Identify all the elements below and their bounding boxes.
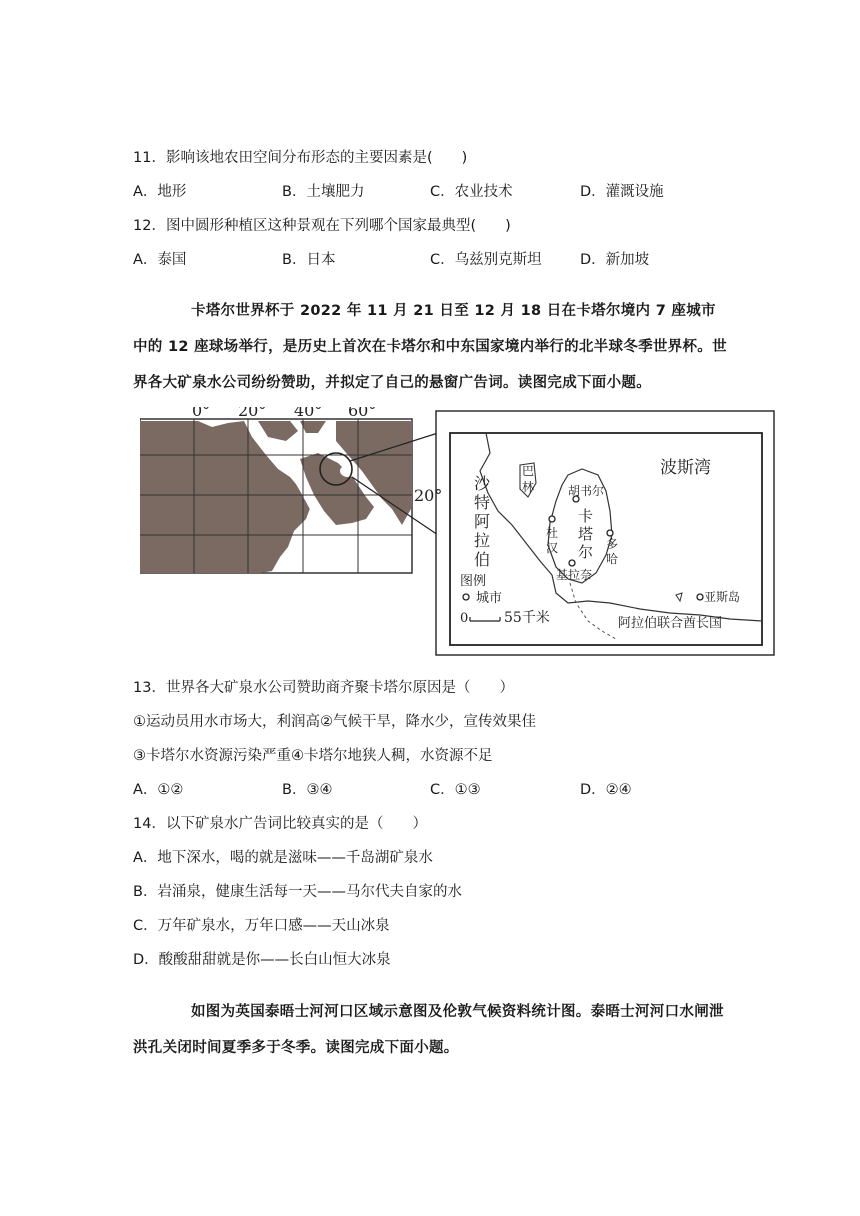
q11-option-c: C．农业技术 <box>430 184 513 200</box>
label-bahrain-2: 林 <box>522 480 535 494</box>
q13-statement-2: ③卡塔尔水资源污染严重④卡塔尔地狭人稠，水资源不足 <box>133 748 493 764</box>
label-saudi-5: 伯 <box>474 550 491 569</box>
label-al-wakrah: 基拉奈 <box>556 568 593 582</box>
q14-option-b: B．岩涌泉，健康生活每一天——马尔代夫自家的水 <box>133 884 462 900</box>
label-doha-2: 哈 <box>606 552 619 566</box>
q13-option-a: A．①② <box>133 782 184 798</box>
legend-title: 图例 <box>460 574 487 589</box>
label-doha-1: 多 <box>606 537 619 551</box>
passage-thames-estuary: 如图为英国泰晤士河河口区域示意图及伦敦气候资料统计图。泰晤士河河口水闸泄洪孔关闭时间夏季多于冬季。读图完成下面小题。 <box>133 1004 724 1056</box>
label-qatar-1: 卡 <box>578 507 594 525</box>
scale-label: 55千米 <box>504 610 550 626</box>
label-persian-gulf: 波斯湾 <box>660 458 711 478</box>
lon-label-20: 20° <box>238 407 267 420</box>
label-saudi-2: 特 <box>474 493 491 512</box>
label-bahrain-1: 巴 <box>522 464 535 478</box>
label-uae: 阿拉伯联合酋长国 <box>618 616 723 631</box>
passage-qatar-world-cup: 卡塔尔世界杯于 2022 年 11 月 21 日至 12 月 18 日在卡塔尔境内 7 座城市中的 12 座球场举行，是历史上首次在卡塔尔和中东国家境内举行的北半球冬季世界杯。世界各大矿泉水公司纷纷赞助，并拟定了自己的悬窗广告词。读图完成下面小题。 <box>133 303 727 391</box>
lon-label-0: 0° <box>192 407 211 420</box>
q12-option-d: D．新加坡 <box>580 252 650 268</box>
q11-option-b: B．土壤肥力 <box>282 184 365 200</box>
q13-statement-1: ①运动员用水市场大，利润高②气候干旱，降水少，宣传效果佳 <box>133 714 536 730</box>
q11-option-d: D．灌溉设施 <box>580 184 664 200</box>
label-saudi-1: 沙 <box>474 474 491 493</box>
lat-label-20: 20° <box>414 486 443 505</box>
legend-city: 城市 <box>476 591 503 606</box>
q14-option-c: C．万年矿泉水，万年口感——天山冰泉 <box>133 918 390 934</box>
lon-label-60: 60° <box>348 407 377 420</box>
world-map-panel <box>140 419 438 573</box>
q12-stem: 12．图中圆形种植区这种景观在下列哪个国家最典型( ) <box>133 218 511 234</box>
q13-option-c: C．①③ <box>430 782 481 798</box>
q13-option-d: D．②④ <box>580 782 632 798</box>
label-dukhan-1: 杜 <box>546 526 559 540</box>
q12-option-c: C．乌兹别克斯坦 <box>430 252 542 268</box>
q13-option-b: B．③④ <box>282 782 333 798</box>
q14-option-a: A．地下深水，喝的就是滋味——千岛湖矿泉水 <box>133 850 433 866</box>
label-dukhan-2: 汉 <box>546 541 559 555</box>
q13-stem: 13．世界各大矿泉水公司赞助商齐聚卡塔尔原因是（ ） <box>133 680 514 696</box>
q14-stem: 14．以下矿泉水广告词比较真实的是（ ） <box>133 816 427 832</box>
qatar-location-map <box>140 407 776 659</box>
q14-option-d: D．酸酸甜甜就是你——长白山恒大冰泉 <box>133 952 391 968</box>
lon-label-40: 40° <box>294 407 323 420</box>
label-qatar-3: 尔 <box>578 543 594 561</box>
q11-option-a: A．地形 <box>133 184 187 200</box>
label-das-island: 亚斯岛 <box>704 590 741 604</box>
scale-zero: 0 <box>460 611 469 626</box>
q11-stem: 11．影响该地农田空间分布形态的主要因素是( ) <box>133 150 468 166</box>
label-saudi-4: 拉 <box>474 531 491 550</box>
q12-option-a: A．泰国 <box>133 252 187 268</box>
q12-option-b: B．日本 <box>282 252 336 268</box>
label-qatar-2: 塔 <box>578 525 594 543</box>
label-saudi-3: 阿 <box>474 512 491 531</box>
label-al-khor: 胡书尔 <box>568 484 605 498</box>
